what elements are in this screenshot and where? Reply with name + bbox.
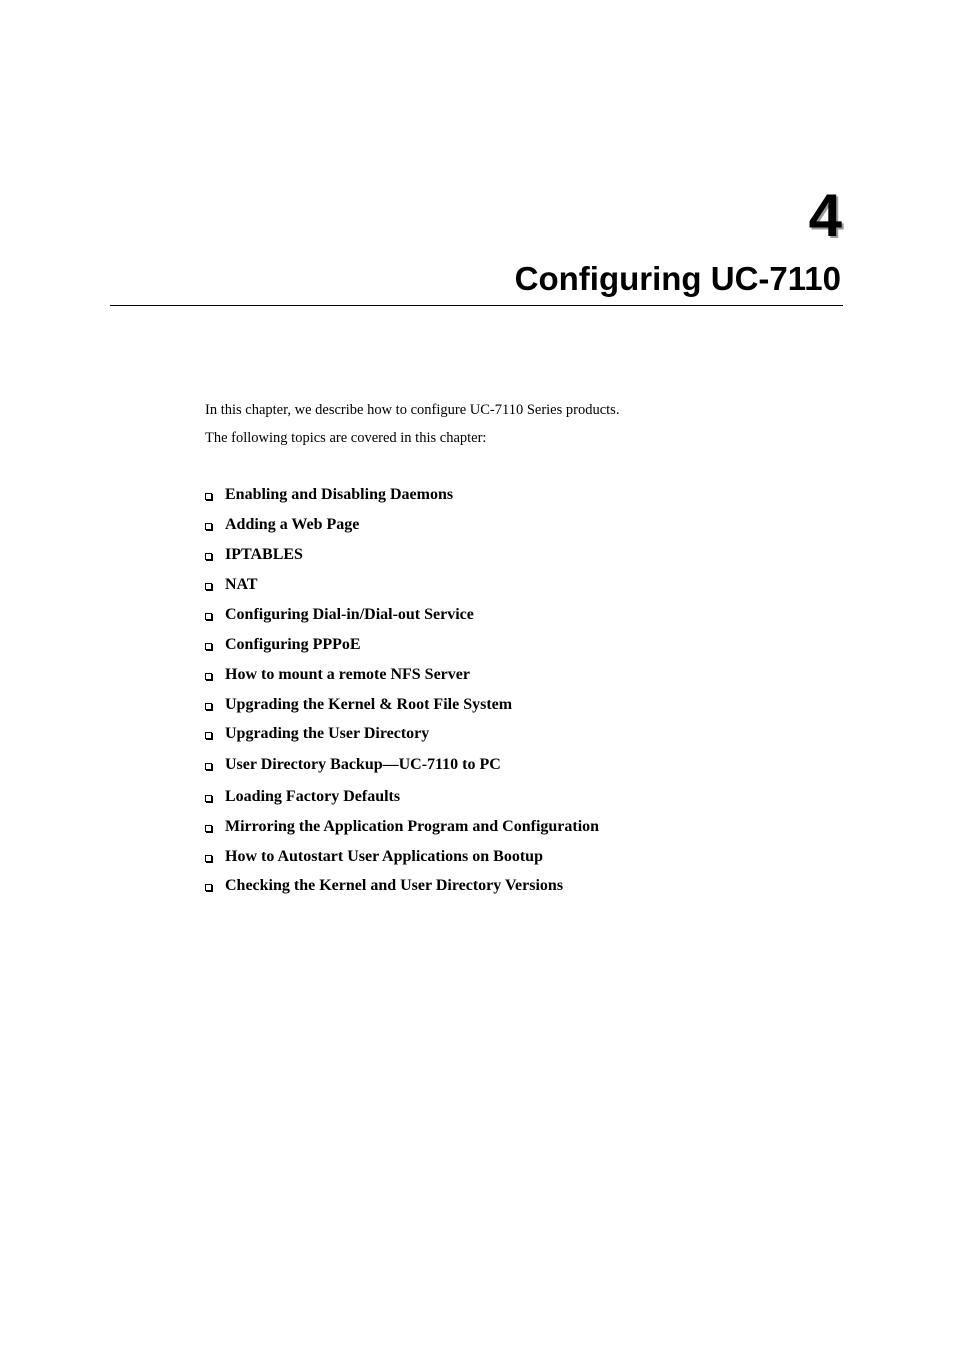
checkbox-bullet-icon	[205, 673, 212, 680]
topic-item	[205, 757, 501, 773]
checkbox-bullet-icon	[205, 583, 212, 590]
checkbox-bullet-icon	[205, 613, 212, 620]
topic-item	[205, 789, 400, 805]
checkbox-bullet-icon	[205, 855, 212, 862]
topic-label: How to Autostart User Applications on Bootup	[225, 848, 543, 865]
topic-item	[205, 726, 429, 742]
chapter-number: 4	[808, 182, 842, 249]
topic-item	[205, 487, 453, 503]
checkbox-bullet-icon	[205, 493, 212, 500]
topic-item	[205, 697, 512, 713]
intro-line-2: The following topics are covered in this chapter:	[205, 430, 487, 446]
checkbox-bullet-icon	[205, 795, 212, 802]
topic-item	[205, 577, 258, 593]
topic-item	[205, 517, 359, 533]
topic-label: Upgrading the User Directory	[225, 725, 430, 742]
checkbox-bullet-icon	[205, 523, 212, 530]
checkbox-bullet-icon	[205, 643, 212, 650]
topic-item	[205, 547, 303, 563]
topic-item	[205, 878, 563, 894]
checkbox-bullet-icon	[205, 825, 212, 832]
topic-label: Mirroring the Application Program and Configuration	[225, 818, 600, 835]
checkbox-bullet-icon	[205, 703, 212, 710]
topic-label: How to mount a remote NFS Server	[225, 666, 470, 683]
topic-label: Adding a Web Page	[225, 516, 360, 533]
topic-label: Configuring PPPoE	[225, 636, 361, 653]
topic-label: Enabling and Disabling Daemons	[225, 486, 454, 503]
checkbox-bullet-icon	[205, 732, 212, 739]
topic-item	[205, 667, 470, 683]
topic-item	[205, 849, 543, 865]
checkbox-bullet-icon	[205, 553, 212, 560]
topic-label: Loading Factory Defaults	[225, 788, 401, 805]
topic-item	[205, 819, 599, 835]
topic-item	[205, 607, 474, 623]
topic-label: User Directory Backup—UC-7110 to PC	[225, 756, 501, 773]
topic-label: Upgrading the Kernel & Root File System	[225, 696, 513, 713]
topic-label: NAT	[225, 576, 258, 593]
topic-item	[205, 637, 361, 653]
topic-label: Configuring Dial-in/Dial-out Service	[225, 606, 474, 623]
topic-label: IPTABLES	[225, 546, 303, 563]
checkbox-bullet-icon	[205, 763, 212, 770]
checkbox-bullet-icon	[205, 884, 212, 891]
topic-label: Checking the Kernel and User Directory Versions	[225, 877, 564, 894]
chapter-title: Configuring UC-7110	[514, 260, 841, 297]
intro-line-1: In this chapter, we describe how to configure UC-7110 Series products.	[205, 402, 620, 418]
title-divider	[110, 305, 843, 306]
